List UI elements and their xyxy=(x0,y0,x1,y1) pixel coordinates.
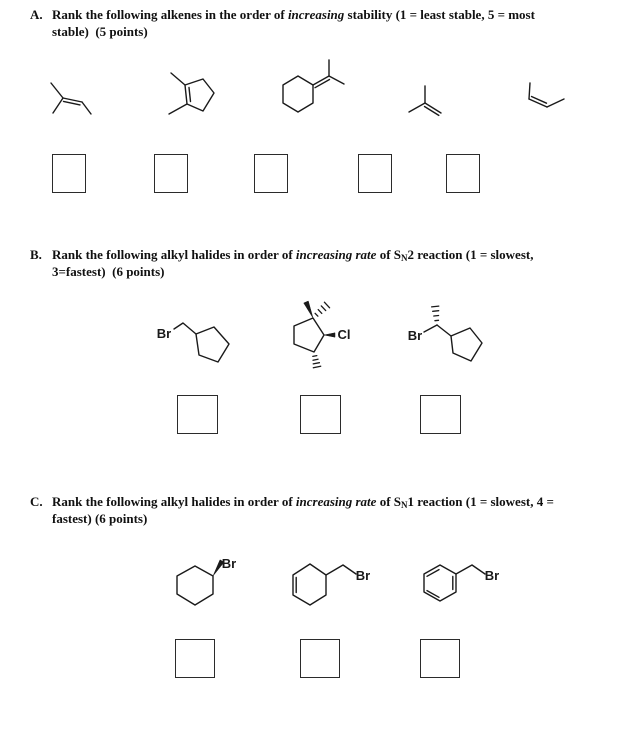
structure-bromomethyl-cyclopentane xyxy=(148,298,243,370)
structure-2-methyl-2-butene xyxy=(38,72,118,132)
question-b-line2: 3=fastest) (6 points) xyxy=(52,264,165,279)
structure-2-methylpropene xyxy=(402,80,462,126)
question-c-line1-mid: of S xyxy=(376,494,402,509)
question-c-line1-post: 1 reaction (1 = slowest, 4 = xyxy=(407,494,554,509)
structure-cis-2-butene xyxy=(518,78,578,118)
answer-box-c-2[interactable] xyxy=(300,639,340,678)
halogen-label-br: Br xyxy=(221,556,237,571)
structure-1-bromoethyl-cyclopentane xyxy=(405,293,505,371)
question-c-sn-subscript: N xyxy=(401,500,408,510)
halogen-label-br: Br xyxy=(355,568,371,583)
structure-1-2-dimethylcyclopentene xyxy=(160,65,230,127)
question-c-line1-italic: increasing rate xyxy=(295,494,377,509)
wedge-bond xyxy=(304,301,313,318)
question-b-sn-subscript: N xyxy=(401,253,408,263)
answer-box-b-2[interactable] xyxy=(300,395,341,434)
halogen-label-cl: Cl xyxy=(337,327,351,342)
structure-2-chloro-1-1-3-trimethylcyclopentane xyxy=(288,293,383,378)
question-b-line1-post: 2 reaction (1 = slowest, xyxy=(407,247,534,262)
question-b-line1-mid: of S xyxy=(376,247,402,262)
structure-4-bromomethyl-cyclohexene xyxy=(283,548,383,618)
answer-box-a-4[interactable] xyxy=(358,154,392,193)
question-c-line2: fastest) (6 points) xyxy=(52,511,148,526)
answer-box-c-3[interactable] xyxy=(420,639,460,678)
question-b-text xyxy=(52,246,642,280)
structure-benzyl-bromide xyxy=(405,548,515,618)
question-a-line1-post: stability (1 = least stable, 5 = most xyxy=(344,7,535,22)
answer-box-a-1[interactable] xyxy=(52,154,86,193)
halogen-label-br: Br xyxy=(156,326,172,341)
wedge-bond xyxy=(324,333,335,337)
question-b-line1-italic: increasing rate xyxy=(295,247,377,262)
question-a-label: A. xyxy=(30,7,43,22)
answer-box-a-5[interactable] xyxy=(446,154,480,193)
structure-bromocyclohexane xyxy=(168,545,253,615)
question-a-line1-pre: Rank the following alkenes in the order of xyxy=(52,7,288,22)
structure-isopropylidenecyclohexane xyxy=(278,56,358,120)
question-a-line2: stable) (5 points) xyxy=(52,24,148,39)
question-c-text xyxy=(52,493,642,527)
answer-box-b-1[interactable] xyxy=(177,395,218,434)
question-b-line1-pre: Rank the following alkyl halides in order of xyxy=(52,247,296,262)
answer-box-b-3[interactable] xyxy=(420,395,461,434)
halogen-label-br: Br xyxy=(407,328,423,343)
answer-box-c-1[interactable] xyxy=(175,639,215,678)
answer-box-a-2[interactable] xyxy=(154,154,188,193)
halogen-label-br: Br xyxy=(484,568,500,583)
question-c-label: C. xyxy=(30,494,43,509)
question-a-text xyxy=(52,6,642,40)
question-a-line1-italic: increasing xyxy=(287,7,345,22)
question-c-line1-pre: Rank the following alkyl halides in order of xyxy=(52,494,296,509)
question-b-label: B. xyxy=(30,247,42,262)
answer-box-a-3[interactable] xyxy=(254,154,288,193)
